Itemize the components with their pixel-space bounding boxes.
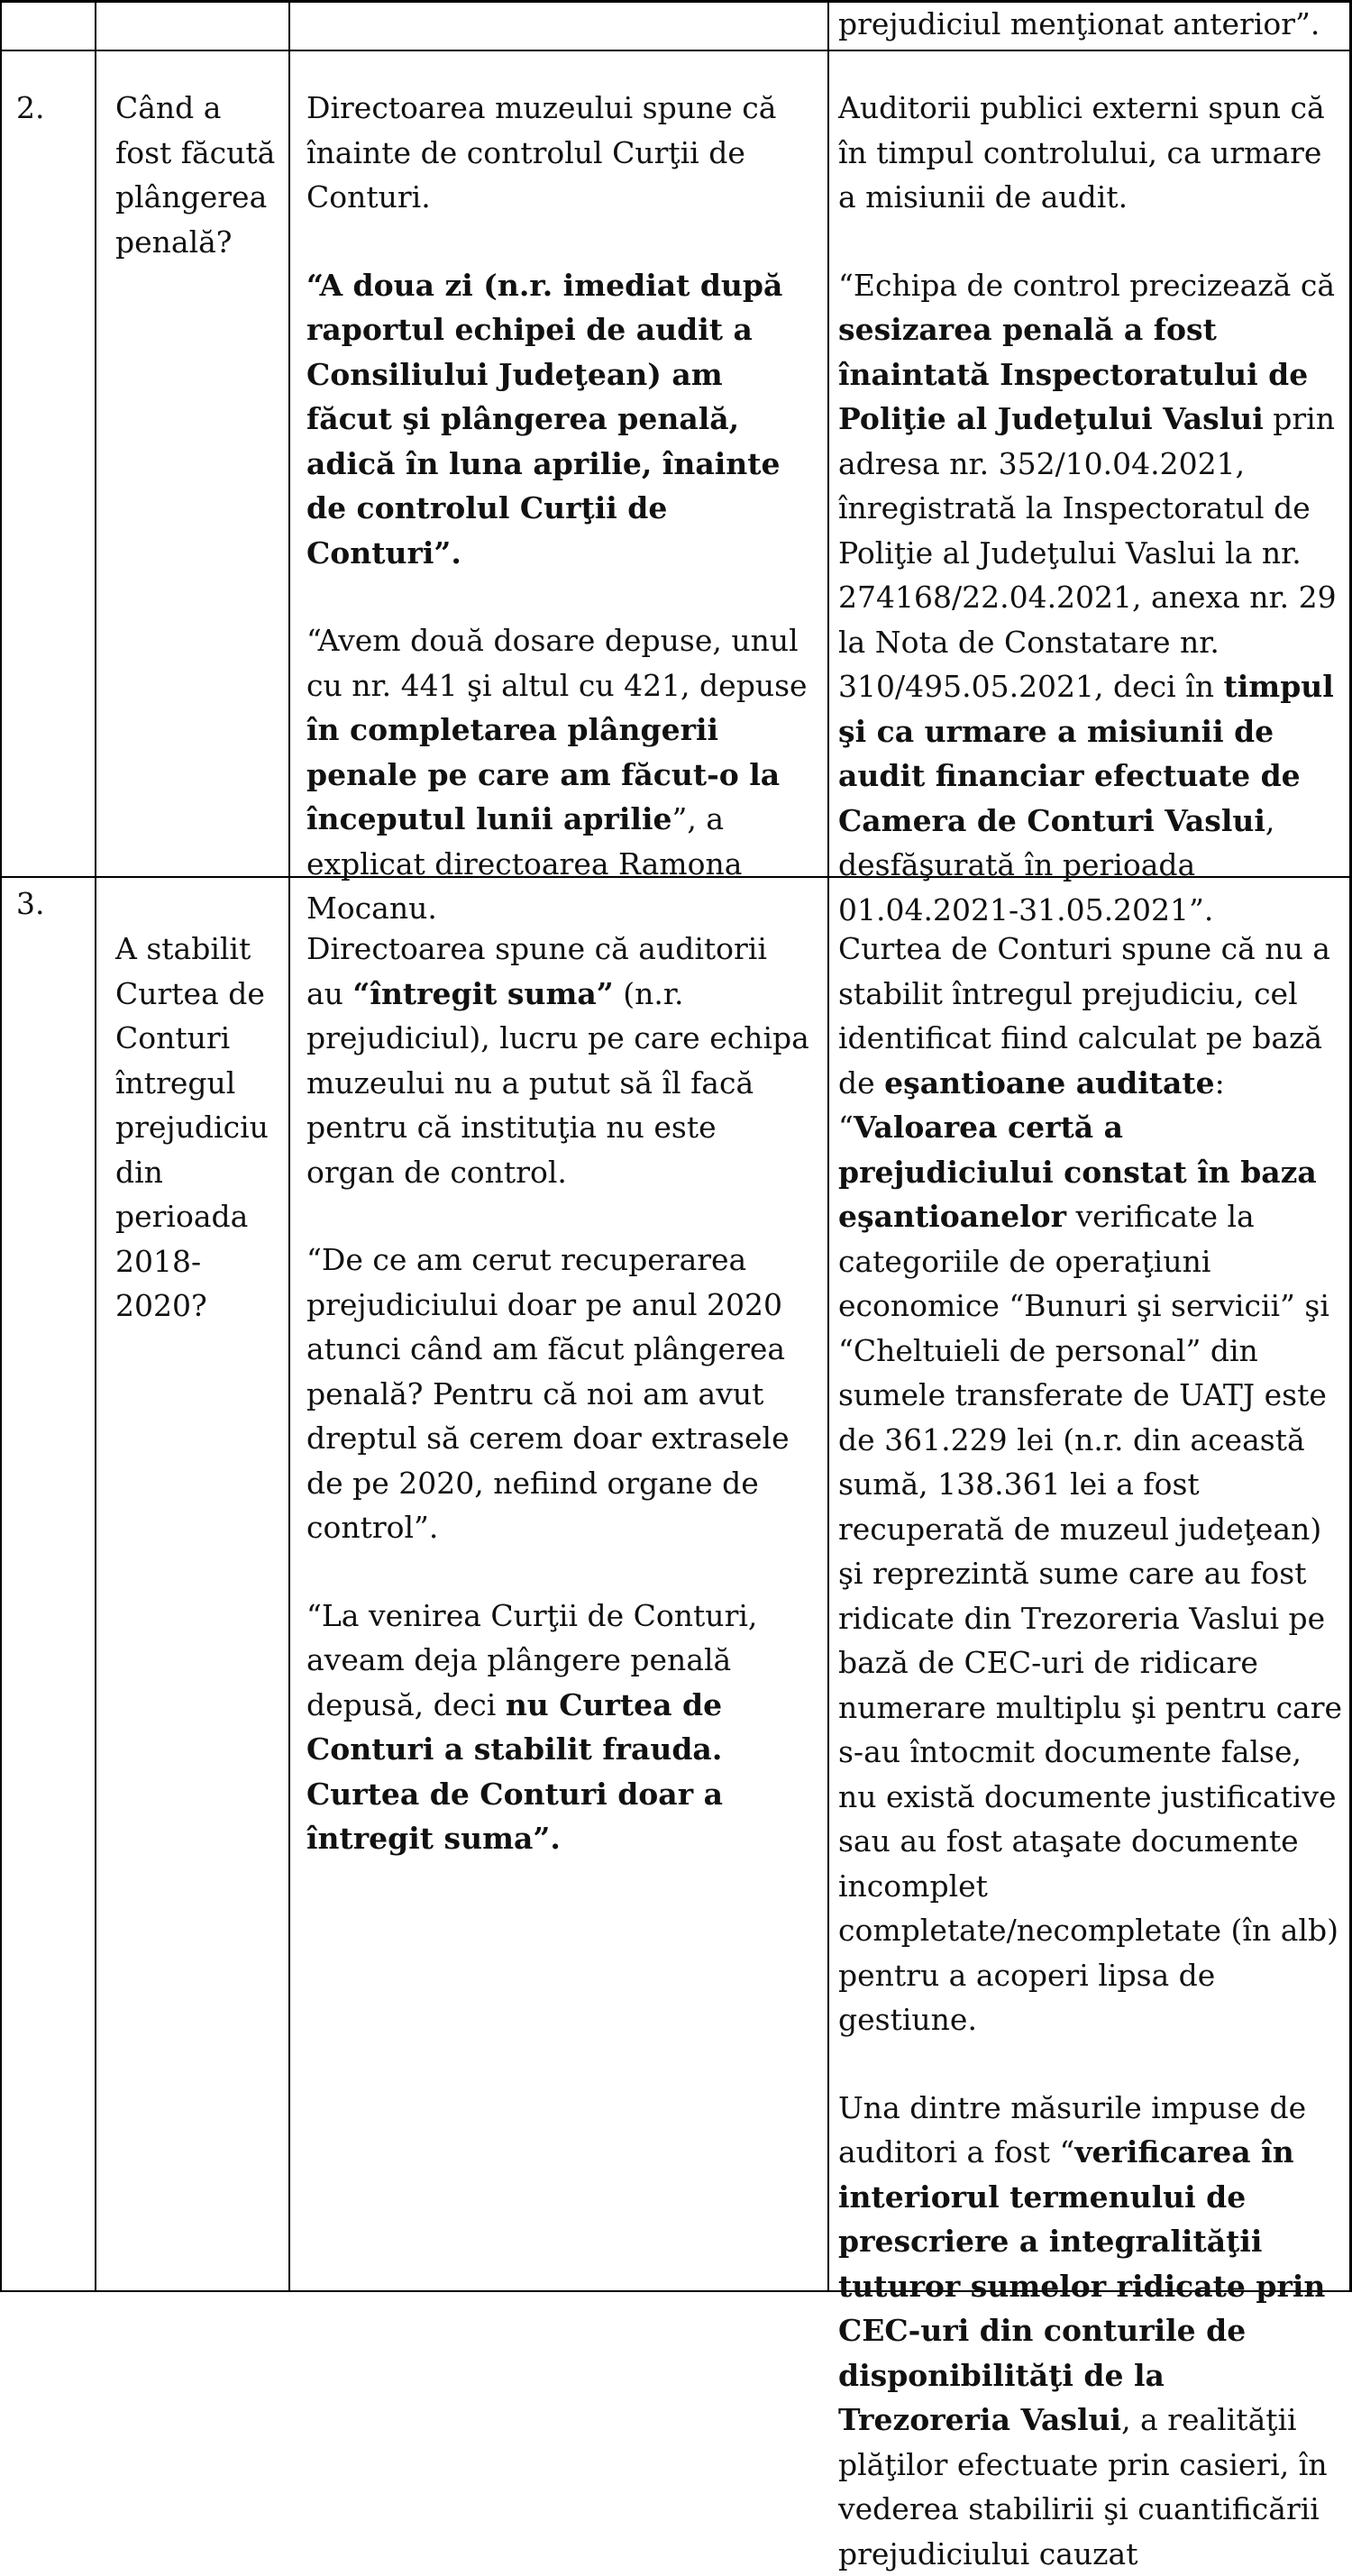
text-run: Directoarea muzeului spune că înainte de controlul Curţii de Conturi. xyxy=(306,90,776,215)
paragraph-gap xyxy=(838,2042,1343,2086)
row-number xyxy=(16,882,88,927)
paragraph-gap xyxy=(306,575,811,618)
row-number-label: 2. xyxy=(16,86,88,131)
paragraph xyxy=(306,618,811,931)
museum-statement-cell xyxy=(306,927,811,1861)
table-border-left xyxy=(0,0,2,2292)
paragraph xyxy=(306,1594,811,1861)
row-divider xyxy=(0,50,1352,51)
paragraph xyxy=(306,86,811,220)
bold-run: Valoarea certă a prejudiciului constat în baza eşantioanelor xyxy=(838,1110,1317,1234)
text-run: Una dintre măsurile impuse de auditori a fost “ xyxy=(838,2090,1306,2170)
text-run: “Avem două dosare depuse, unul cu nr. 441 şi altul cu 421, depuse xyxy=(306,623,808,703)
text-run: : “ xyxy=(838,1065,1225,1146)
column-divider xyxy=(95,0,96,2292)
question-cell xyxy=(115,927,282,1329)
text-run: ”, a explicat directoarea Ramona Mocanu. xyxy=(306,801,742,926)
text-run: , desfăşurată în perioada 01.04.2021-31.05.2021”. xyxy=(838,803,1274,927)
paragraph xyxy=(838,86,1345,220)
paragraph-gap xyxy=(306,1550,811,1594)
bold-run: eşantioane auditate xyxy=(884,1065,1214,1101)
text-run: “Echipa de control precizează că xyxy=(838,268,1335,303)
text-run: “De ce am cerut recuperarea prejudiciului doar pe anul 2020 atunci când am făcut plângerea penală? Pentru că noi am avut dreptul să cerem doar extrasele de pe 2020, nefiind organe de control”. xyxy=(306,1242,790,1545)
text-run: Curtea de Conturi spune că nu a stabilit întregul prejudiciu, cel identificat fiind calculat pe bază de xyxy=(838,931,1330,1101)
cell-top-continuation xyxy=(838,2,1343,47)
auditors-statement-cell xyxy=(838,927,1343,2576)
bold-run: verificarea în interiorul termenului de prescriere a integralităţii tuturor sumelor ridicate prin CEC-uri din conturile de disponibilităţi de la Trezoreria Vaslui xyxy=(838,2134,1325,2437)
auditors-statement-cell xyxy=(838,86,1345,932)
column-divider xyxy=(288,0,290,2292)
row-number xyxy=(16,86,88,131)
question-text: Când a fost făcută plângerea penală? xyxy=(115,86,282,264)
text-run: verificate la categoriile de operaţiuni economice “Bunuri şi servicii” şi “Cheltuieli de personal” din sumele transferate de UATJ este de 361.229 lei (n.r. din această sumă, 138.361 lei a fost recuperată de muzeul judeţean) şi reprezintă sume care au fost ridicate din Trezoreria Vaslui pe bază de CEC-uri de ridicare numerare multiplu şi pentru care s-au întocmit documente false, nu există documente justificative sau au fost ataşate documente incomplet completate/necompletate (în alb) pentru a acoperi lipsa de gestiune. xyxy=(838,1199,1342,2037)
text-run: “La venirea Curţii de Conturi, aveam deja plângere penală depusă, deci xyxy=(306,1598,757,1722)
question-text: A stabilit Curtea de Conturi întregul prejudiciu din perioada 2018-2020? xyxy=(115,927,282,1329)
paragraph xyxy=(306,927,811,1194)
row-number-label: 3. xyxy=(16,882,88,927)
paragraph xyxy=(838,263,1345,933)
text-run: (n.r. prejudiciul), lucru pe care echipa muzeului nu a putut să îl facă pentru că instituţia nu este organ de control. xyxy=(306,976,809,1190)
bold-run: “întregit suma” xyxy=(352,976,613,1011)
paragraph-gap xyxy=(306,220,811,263)
bold-run: “A doua zi (n.r. imediat după raportul echipei de audit a Consiliului Judeţean) am făcut şi plângerea penală, adică în luna aprilie, înainte de controlul Curţii de Conturi”. xyxy=(306,268,782,571)
bold-run: nu Curtea de Conturi a stabilit frauda. Curtea de Conturi doar a întregit suma”. xyxy=(306,1687,723,1857)
text-run: Directoarea spune că auditorii au xyxy=(306,931,767,1011)
paragraph-gap xyxy=(838,220,1345,263)
text-run: , a realităţii plăţilor efectuate prin casieri, în vederea stabilirii şi cuantificării prejudiciului cauzat xyxy=(838,2402,1328,2571)
question-cell xyxy=(115,86,282,264)
text-run: prin adresa nr. 352/10.04.2021, înregistrată la Inspectoratul de Poliţie al Judeţului Vaslui la nr. 274168/22.04.2021, anexa nr. 29 la Nota de Constatare nr. 310/495.05.2021, deci în xyxy=(838,401,1337,704)
bold-run: sesizarea penală a fost înaintată Inspectoratului de Poliţie al Judeţului Vaslui xyxy=(838,312,1308,436)
column-divider xyxy=(827,0,829,2292)
bold-run: în completarea plângerii penale pe care am făcut-o la începutul lunii aprilie xyxy=(306,712,780,836)
paragraph xyxy=(838,2086,1343,2576)
museum-statement-cell xyxy=(306,86,811,931)
paragraph-gap xyxy=(306,1194,811,1238)
paragraph xyxy=(306,263,811,576)
bold-run: timpul şi ca urmare a misiunii de audit financiar efectuate de Camera de Conturi Vaslui xyxy=(838,669,1334,838)
continued-text: prejudiciul menţionat anterior”. xyxy=(838,2,1343,47)
paragraph xyxy=(306,1238,811,1550)
text-run: Auditorii publici externi spun că în timpul controlului, ca urmare a misiunii de audit. xyxy=(838,90,1325,215)
paragraph xyxy=(838,927,1343,2042)
